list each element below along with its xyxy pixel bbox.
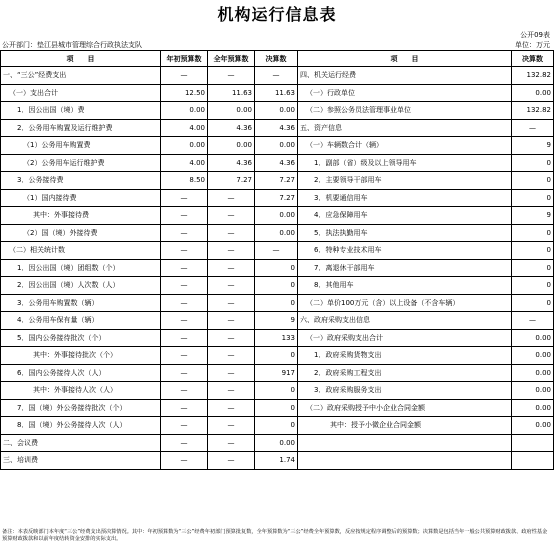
table-header-row [1, 51, 554, 67]
row-item: 4．公务用车保有量（辆） [1, 312, 161, 330]
row-budget-initial: — [161, 242, 208, 260]
table-row [1, 434, 554, 452]
row-item-right: 7．离退休干部用车 [298, 259, 512, 277]
header-budget-initial: 年初预算数 [161, 51, 208, 67]
table-row [1, 137, 554, 155]
row-final-right: — [512, 119, 554, 137]
row-budget-full: 11.63 [208, 84, 255, 102]
unit-label: 单位：万元 [515, 41, 550, 49]
table-row [1, 189, 554, 207]
row-budget-full: — [208, 329, 255, 347]
row-final: 0.00 [255, 207, 298, 225]
row-item-right [298, 434, 512, 452]
row-budget-full: 4.36 [208, 154, 255, 172]
row-final: 4.36 [255, 154, 298, 172]
row-budget-initial: — [161, 207, 208, 225]
table-row [1, 382, 554, 400]
row-final-right: 0.00 [512, 329, 554, 347]
header-item: 项 目 [1, 51, 161, 67]
row-budget-full: — [208, 452, 255, 470]
row-final: 0 [255, 382, 298, 400]
row-final: 0.00 [255, 224, 298, 242]
row-item: 6．国内公务接待人次（人） [1, 364, 161, 382]
row-item: 1．因公出国（境）费 [1, 102, 161, 120]
row-budget-initial: — [161, 312, 208, 330]
table-row [1, 259, 554, 277]
row-item: 二、会议费 [1, 434, 161, 452]
row-item-right: （一）政府采购支出合计 [298, 329, 512, 347]
row-item: （二）相关统计数 [1, 242, 161, 260]
row-final: — [255, 67, 298, 85]
row-item: 一、“三公”经费支出 [1, 67, 161, 85]
row-budget-full: — [208, 294, 255, 312]
table-row [1, 67, 554, 85]
row-item-right: （一）车辆数合计（辆） [298, 137, 512, 155]
info-table [0, 50, 554, 470]
row-item-right: （二）政府采购授予中小企业合同金额 [298, 399, 512, 417]
row-item-right: 3．政府采购服务支出 [298, 382, 512, 400]
row-budget-full: 0.00 [208, 137, 255, 155]
row-final: 7.27 [255, 172, 298, 190]
row-final-right: 0 [512, 224, 554, 242]
row-final: 0 [255, 259, 298, 277]
row-budget-full: — [208, 259, 255, 277]
row-item: 其中：外事接待批次（个） [1, 347, 161, 365]
row-final-right: 9 [512, 137, 554, 155]
row-item: （2）国（境）外接待费 [1, 224, 161, 242]
row-final: 0 [255, 277, 298, 295]
row-final: 11.63 [255, 84, 298, 102]
form-code: 公开09表 [520, 31, 550, 39]
row-budget-full: — [208, 189, 255, 207]
row-final-right: 0.00 [512, 84, 554, 102]
footnote: 备注：本表反映部门本年度“三公”经费支出预决算情况。其中：年初预算数为“三公”经费年初部门预算批复数，全年预算数为“三公”经费全年预算数，反应按规定程序调整后的预算数；决算数是包括当年一般公共预算财政拨款、政府性基金预算财政拨款和以前年度结转资金安排的实际支出。 [2, 529, 548, 542]
row-item-right: （二）单价100万元（含）以上设备（不含车辆） [298, 294, 512, 312]
row-budget-initial: 8.50 [161, 172, 208, 190]
row-final: 0.00 [255, 137, 298, 155]
row-final: 9 [255, 312, 298, 330]
row-budget-initial: — [161, 399, 208, 417]
row-final-right: 0 [512, 154, 554, 172]
row-final: — [255, 242, 298, 260]
row-budget-full: 4.36 [208, 119, 255, 137]
row-final-right: 0.00 [512, 417, 554, 435]
row-item: 2．因公出国（境）人次数（人） [1, 277, 161, 295]
table-row [1, 84, 554, 102]
row-final: 917 [255, 364, 298, 382]
row-budget-initial: — [161, 364, 208, 382]
row-item-right: 3．机要通信用车 [298, 189, 512, 207]
row-budget-full: 0.00 [208, 102, 255, 120]
table-row [1, 347, 554, 365]
row-item-right: 五、资产信息 [298, 119, 512, 137]
row-item-right: （二）参照公务员法管理事业单位 [298, 102, 512, 120]
row-budget-initial: — [161, 452, 208, 470]
row-budget-initial: — [161, 259, 208, 277]
row-item-right: 5．执法执勤用车 [298, 224, 512, 242]
row-final: 0 [255, 294, 298, 312]
row-item-right: 4．应急保障用车 [298, 207, 512, 225]
row-final: 7.27 [255, 189, 298, 207]
row-budget-initial: — [161, 294, 208, 312]
row-item: （1）公务用车购置费 [1, 137, 161, 155]
row-final-right: 0 [512, 259, 554, 277]
row-budget-initial: — [161, 189, 208, 207]
row-item-right: 四、机关运行经费 [298, 67, 512, 85]
row-item: （2）公务用车运行维护费 [1, 154, 161, 172]
row-item-right: 8．其他用车 [298, 277, 512, 295]
row-final-right: 0 [512, 242, 554, 260]
table-row [1, 364, 554, 382]
table-row [1, 329, 554, 347]
row-budget-initial: — [161, 224, 208, 242]
row-budget-initial: 0.00 [161, 137, 208, 155]
row-final-right: 0 [512, 294, 554, 312]
department-label: 公开部门：垫江县城市管理综合行政执法支队 [2, 41, 142, 49]
row-final-right: 132.82 [512, 67, 554, 85]
row-item-right: 六、政府采购支出信息 [298, 312, 512, 330]
row-budget-initial: 4.00 [161, 119, 208, 137]
header-item-right: 项 目 [298, 51, 512, 67]
row-final-right [512, 434, 554, 452]
row-final-right [512, 452, 554, 470]
row-final: 0.00 [255, 102, 298, 120]
row-final-right: — [512, 312, 554, 330]
table-row [1, 172, 554, 190]
row-final-right: 0.00 [512, 364, 554, 382]
table-row [1, 312, 554, 330]
row-budget-full: — [208, 277, 255, 295]
row-final-right: 0.00 [512, 347, 554, 365]
row-budget-full: — [208, 207, 255, 225]
row-item-right: 6．特种专业技术用车 [298, 242, 512, 260]
row-item: 7．国（境）外公务接待批次（个） [1, 399, 161, 417]
row-final-right: 132.82 [512, 102, 554, 120]
row-budget-initial: — [161, 347, 208, 365]
table-row [1, 119, 554, 137]
table-row [1, 452, 554, 470]
row-item: （1）国内接待费 [1, 189, 161, 207]
row-item: 3．公务接待费 [1, 172, 161, 190]
row-budget-initial: — [161, 277, 208, 295]
row-final: 133 [255, 329, 298, 347]
row-budget-initial: — [161, 329, 208, 347]
row-final-right: 0.00 [512, 382, 554, 400]
row-final-right: 9 [512, 207, 554, 225]
table-row [1, 102, 554, 120]
row-final-right: 0 [512, 172, 554, 190]
row-item: 5．国内公务接待批次（个） [1, 329, 161, 347]
row-budget-initial: — [161, 382, 208, 400]
row-final-right: 0 [512, 189, 554, 207]
row-final: 0.00 [255, 434, 298, 452]
row-budget-full: — [208, 382, 255, 400]
row-item: 其中：外事接待人次（人） [1, 382, 161, 400]
row-budget-full: — [208, 67, 255, 85]
row-budget-full: — [208, 312, 255, 330]
row-budget-full: — [208, 399, 255, 417]
row-final: 0 [255, 399, 298, 417]
row-budget-initial: 0.00 [161, 102, 208, 120]
row-item-right: 其中：授予小微企业合同金额 [298, 417, 512, 435]
row-item-right: 1．政府采购货物支出 [298, 347, 512, 365]
header-budget-full: 全年预算数 [208, 51, 255, 67]
row-item-right: 2．政府采购工程支出 [298, 364, 512, 382]
row-budget-full: 7.27 [208, 172, 255, 190]
row-budget-full: — [208, 434, 255, 452]
table-row [1, 154, 554, 172]
row-final: 1.74 [255, 452, 298, 470]
row-final: 0 [255, 347, 298, 365]
table-row [1, 224, 554, 242]
row-final-right: 0 [512, 277, 554, 295]
row-item: 其中：外事接待费 [1, 207, 161, 225]
row-item: 三、培训费 [1, 452, 161, 470]
row-budget-full: — [208, 347, 255, 365]
row-item-right: 1．副部（省）级及以上领导用车 [298, 154, 512, 172]
row-budget-initial: 12.50 [161, 84, 208, 102]
header-final-right: 决算数 [512, 51, 554, 67]
table-row [1, 277, 554, 295]
page-title: 机构运行信息表 [217, 5, 337, 24]
row-item: （一）支出合计 [1, 84, 161, 102]
table-row [1, 399, 554, 417]
row-final-right: 0.00 [512, 399, 554, 417]
row-item-right [298, 452, 512, 470]
row-budget-full: — [208, 417, 255, 435]
row-budget-full: — [208, 364, 255, 382]
row-final: 0 [255, 417, 298, 435]
row-item-right: 2．主要领导干部用车 [298, 172, 512, 190]
row-item: 3．公务用车购置数（辆） [1, 294, 161, 312]
row-final: 4.36 [255, 119, 298, 137]
header-final: 决算数 [255, 51, 298, 67]
row-item: 2．公务用车购置及运行维护费 [1, 119, 161, 137]
row-item: 1．因公出国（境）团组数（个） [1, 259, 161, 277]
table-row [1, 242, 554, 260]
row-budget-full: — [208, 224, 255, 242]
row-item: 8．国（境）外公务接待人次（人） [1, 417, 161, 435]
row-budget-initial: — [161, 434, 208, 452]
row-budget-initial: — [161, 417, 208, 435]
row-budget-initial: 4.00 [161, 154, 208, 172]
table-row [1, 294, 554, 312]
row-item-right: （一）行政单位 [298, 84, 512, 102]
table-row [1, 207, 554, 225]
table-row [1, 417, 554, 435]
row-budget-initial: — [161, 67, 208, 85]
row-budget-full: — [208, 242, 255, 260]
